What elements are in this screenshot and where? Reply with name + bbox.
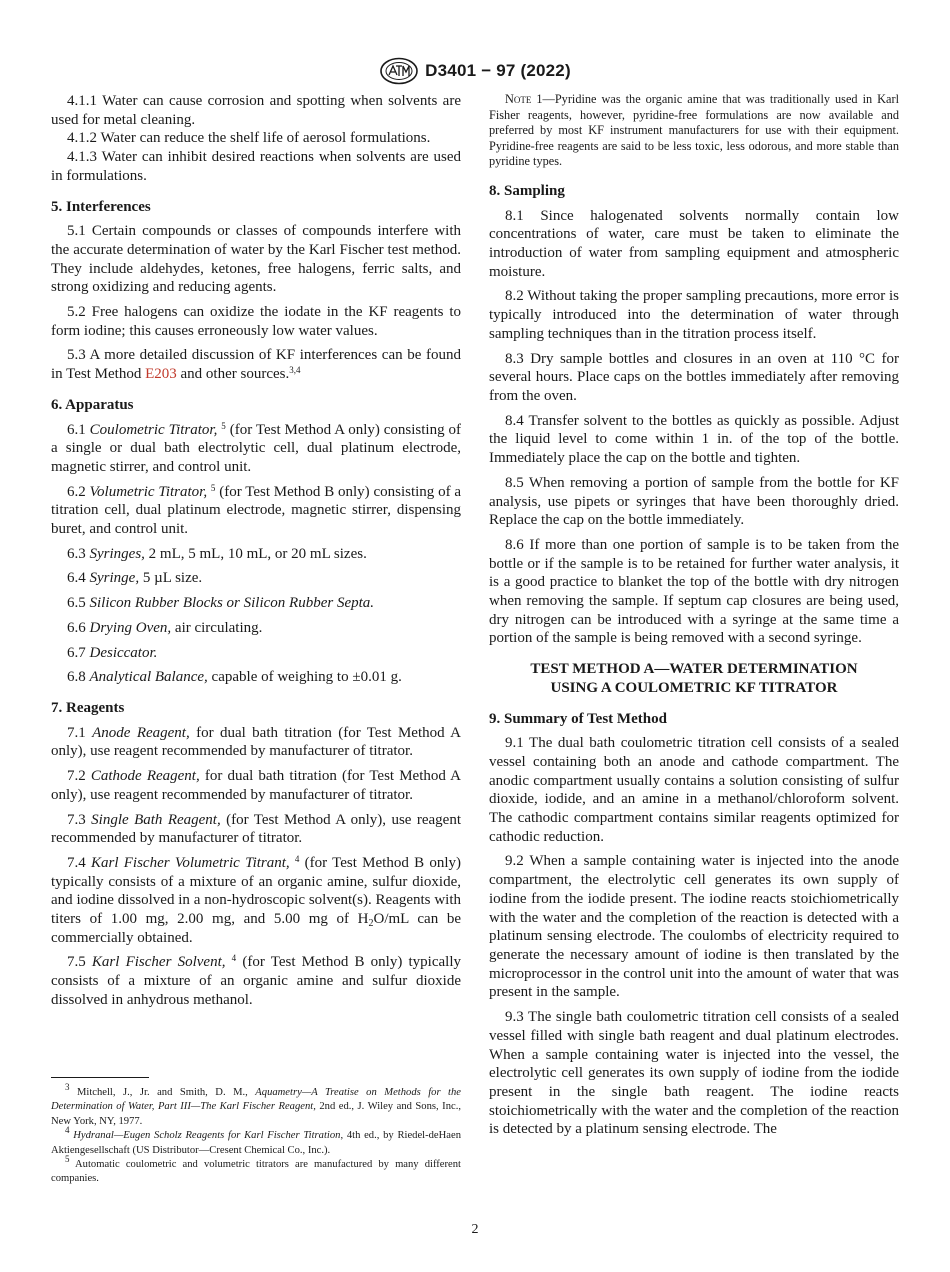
paragraph-8-5: 8.5 When removing a portion of sample from the bottle for KF analysis, use pipets or syringes that have been thoroughly dried. Replace the cap on the bottle immediately. [489, 474, 899, 529]
astm-logo-icon [379, 57, 419, 85]
paragraph-7-1: 7.1 Anode Reagent, for dual bath titration (for Test Method A only), use reagent recommended by manufacturer of titrator. [51, 724, 461, 760]
footnote-ref: 5 [221, 420, 226, 431]
paragraph-7-2: 7.2 Cathode Reagent, for dual bath titration (for Test Method A only), use reagent recommended by manufacturer of titrator. [51, 768, 462, 803]
paragraph-6-1: 6.1 Coulometric Titrator, $^5$ (for Test Method A only) consisting of a single or dual bath electrolytic cell, dual platinum electrode, magnetic stirrer, and control unit. [51, 420, 462, 475]
paragraph-6-7: 6.7 Desiccator. [67, 644, 158, 661]
footnotes [51, 1082, 462, 1187]
paragraph-5-2: 5.2 Free halogens can oxidize the iodate in the KF reagents to form iodine; this causes erroneously low water values. [51, 304, 461, 339]
section-heading-reagents: 7. Reagents [51, 699, 125, 716]
footnote-ref: 4 [231, 953, 237, 964]
paragraph-6-5: 6.5 Silicon Rubber Blocks or Silicon Rubber Septa. [67, 595, 375, 612]
note-1: Note 1—Pyridine was the organic amine that was traditionally used in Karl Fisher reagents, however, pyridine-free formulations are now available and preferred by most KF instrument manufacturers for use with their equipment. Pyridine-free reagents are said to be less toxic, less odorous, and more stable than pyridine types. [489, 92, 899, 169]
paragraph-7-5: 7.5 Karl Fischer Solvent, $^4$ (for Test Method B only) typically consists of a mixture of an organic amine and sulfur dioxide dissolved in anhydrous methanol. [51, 953, 462, 1008]
method-a-title: TEST METHOD A—WATER DETERMINATION USING A COULOMETRIC KF TITRATOR [530, 661, 858, 696]
footnote-ref: 5 [210, 482, 216, 493]
left-column [51, 92, 461, 1016]
e203-link[interactable]: E203 [145, 366, 177, 383]
right-column [489, 92, 899, 1145]
paragraph-6-6: 6.6 Drying Oven, air circulating. [67, 619, 263, 636]
paragraph-5-3: 5.3 A more detailed discussion of KF interferences can be found in Test Method E203 and other sources.$^{3,4}$ [51, 347, 461, 383]
paragraph-4-1-1: 4.1.1 Water can cause corrosion and spotting when solvents are used for metal cleaning. [51, 93, 461, 128]
page-header [0, 56, 950, 86]
paragraph-7-4: 7.4 Karl Fischer Volumetric Titrant, $^4$ (for Test Method B only) typically consists of a mixture of an organic amine, sulfur dioxide, and iodine dissolved in a non-hydroscopic solvent(s). Reagents with titers of 1.00 mg, 2.00 mg, and 5.00 mg of $H_2O/mL$ can be commercially obtained. [51, 853, 461, 946]
paragraph-8-6: 8.6 If more than one portion of sample is to be taken from the bottle or if the sample is to be retained for further water analysis, it is a good practice to blanket the top of the bottle with dry nitrogen when removing the sample. If septum cap closures are being used, dry nitrogen can be introduced with a syringe at the same time a portion of the sample is being removed with a second syringe. [489, 536, 899, 647]
paragraph-8-3: 8.3 Dry sample bottles and closures in an oven at 110 °C for several hours. Place caps on the bottles immediately after removing from the oven. [489, 350, 899, 404]
footnote-5: $^5$ Automatic coulometric and volumetric titrators are manufactured by many different companies. [51, 1154, 461, 1185]
footnote-ref: 4 [294, 853, 300, 864]
paragraph-9-2: 9.2 When a sample containing water is injected into the anode compartment, the electrolytic cell generates its own supply of iodine from the iodide present. The iodine reacts stoichiometrically with the water and the completion of the reaction is detected with a platinum sensing electrode. The coulombs of electricity required to generate the necessary amount of iodine is then translated by the microprocessor in the control unit into the amount of water that was present in the sample. [489, 853, 899, 1001]
section-heading-summary: 9. Summary of Test Method [489, 710, 667, 727]
paragraph-9-3: 9.3 The single bath coulometric titration cell consists of a sealed vessel filled with single bath reagent and dual platinum electrodes. When a sample containing water is injected into the vessel, the electrolytic cell generates its own supply of iodine from the iodide present in the single bath reagent. The iodine reacts stoichiometrically with the water and the completion of the reaction is detected by a platinum sensing electrode. The [489, 1009, 899, 1138]
page-number: 2 [471, 1222, 479, 1237]
paragraph-4-1-2: 4.1.2 Water can reduce the shelf life of aerosol formulations. [67, 130, 431, 147]
paragraph-9-1: 9.1 The dual bath coulometric titration cell consists of a sealed vessel containing both an anode and cathode compartment. The anodic compartment usually contains a solution consisting of sulfur dioxide, iodide, and an amine in a methanol/chloroform solvent. The cathodic compartment contains similar reagents optimized for cathodic reduction. [489, 735, 899, 845]
paragraph-6-2: 6.2 Volumetric Titrator, $^5$ (for Test Method B only) consisting of a titration cell, dual platinum electrode, magnetic stirrer, dispensing buret, and control unit. [51, 482, 462, 538]
paragraph-5-1: 5.1 Certain compounds or classes of compounds interfere with the accurate determination of water by the Karl Fischer test method. They include aldehydes, ketones, free halogens, ferric salts, and strong oxidizing and reducing agents. [51, 223, 461, 296]
paragraph-4-1-3: 4.1.3 Water can inhibit desired reactions when solvents are used in formulations. [51, 149, 461, 184]
paragraph-8-2: 8.2 Without taking the proper sampling precautions, more error is typically introduced into the determination of water through sampling techniques than in the titration process itself. [489, 288, 899, 342]
footnote-divider [51, 1077, 149, 1078]
standard-designation: D3401 − 97 (2022) [425, 61, 571, 80]
section-heading-apparatus: 6. Apparatus [51, 396, 134, 413]
paragraph-8-1: 8.1 Since halogenated solvents normally contain low concentrations of water, care must be taken to eliminate the introduction of water from sampling equipment and atmospheric moisture. [489, 207, 899, 280]
paragraph-7-3: 7.3 Single Bath Reagent, (for Test Method A only), use reagent recommended by manufacturer of titrator. [51, 811, 462, 847]
paragraph-6-3: 6.3 Syringes, 2 mL, 5 mL, 10 mL, or 20 mL sizes. [67, 545, 367, 562]
footnote-4: $^4$ Hydranal—Eugen Scholz Reagents for Karl Fischer Titration, 4th ed., by Riedel-deHaen Aktiengesellschaft (US Distributor—Cresent Chemical Co., Inc.). [51, 1125, 461, 1156]
section-heading-interferences: 5. Interferences [51, 198, 151, 215]
paragraph-8-4: 8.4 Transfer solvent to the bottles as quickly as possible. Adjust the liquid level to come within 1 in. of the top of the bottle. Immediately place the cap on the bottle and tighten. [489, 412, 899, 467]
footnote-ref: 3,4 [289, 365, 301, 376]
paragraph-6-4: 6.4 Syringe, 5 µL size. [67, 570, 203, 587]
section-heading-sampling: 8. Sampling [489, 182, 565, 199]
paragraph-6-8: 6.8 Analytical Balance, capable of weighing to ±0.01 g. [67, 669, 402, 686]
footnote-3: $^3$ Mitchell, J., Jr. and Smith, D. M., Aquametry—A Treatise on Methods for the Determination of Water, Part III—The Karl Fischer Reagent, 2nd ed., J. Wiley and Sons, Inc., New York, NY, 1977. [51, 1082, 462, 1127]
